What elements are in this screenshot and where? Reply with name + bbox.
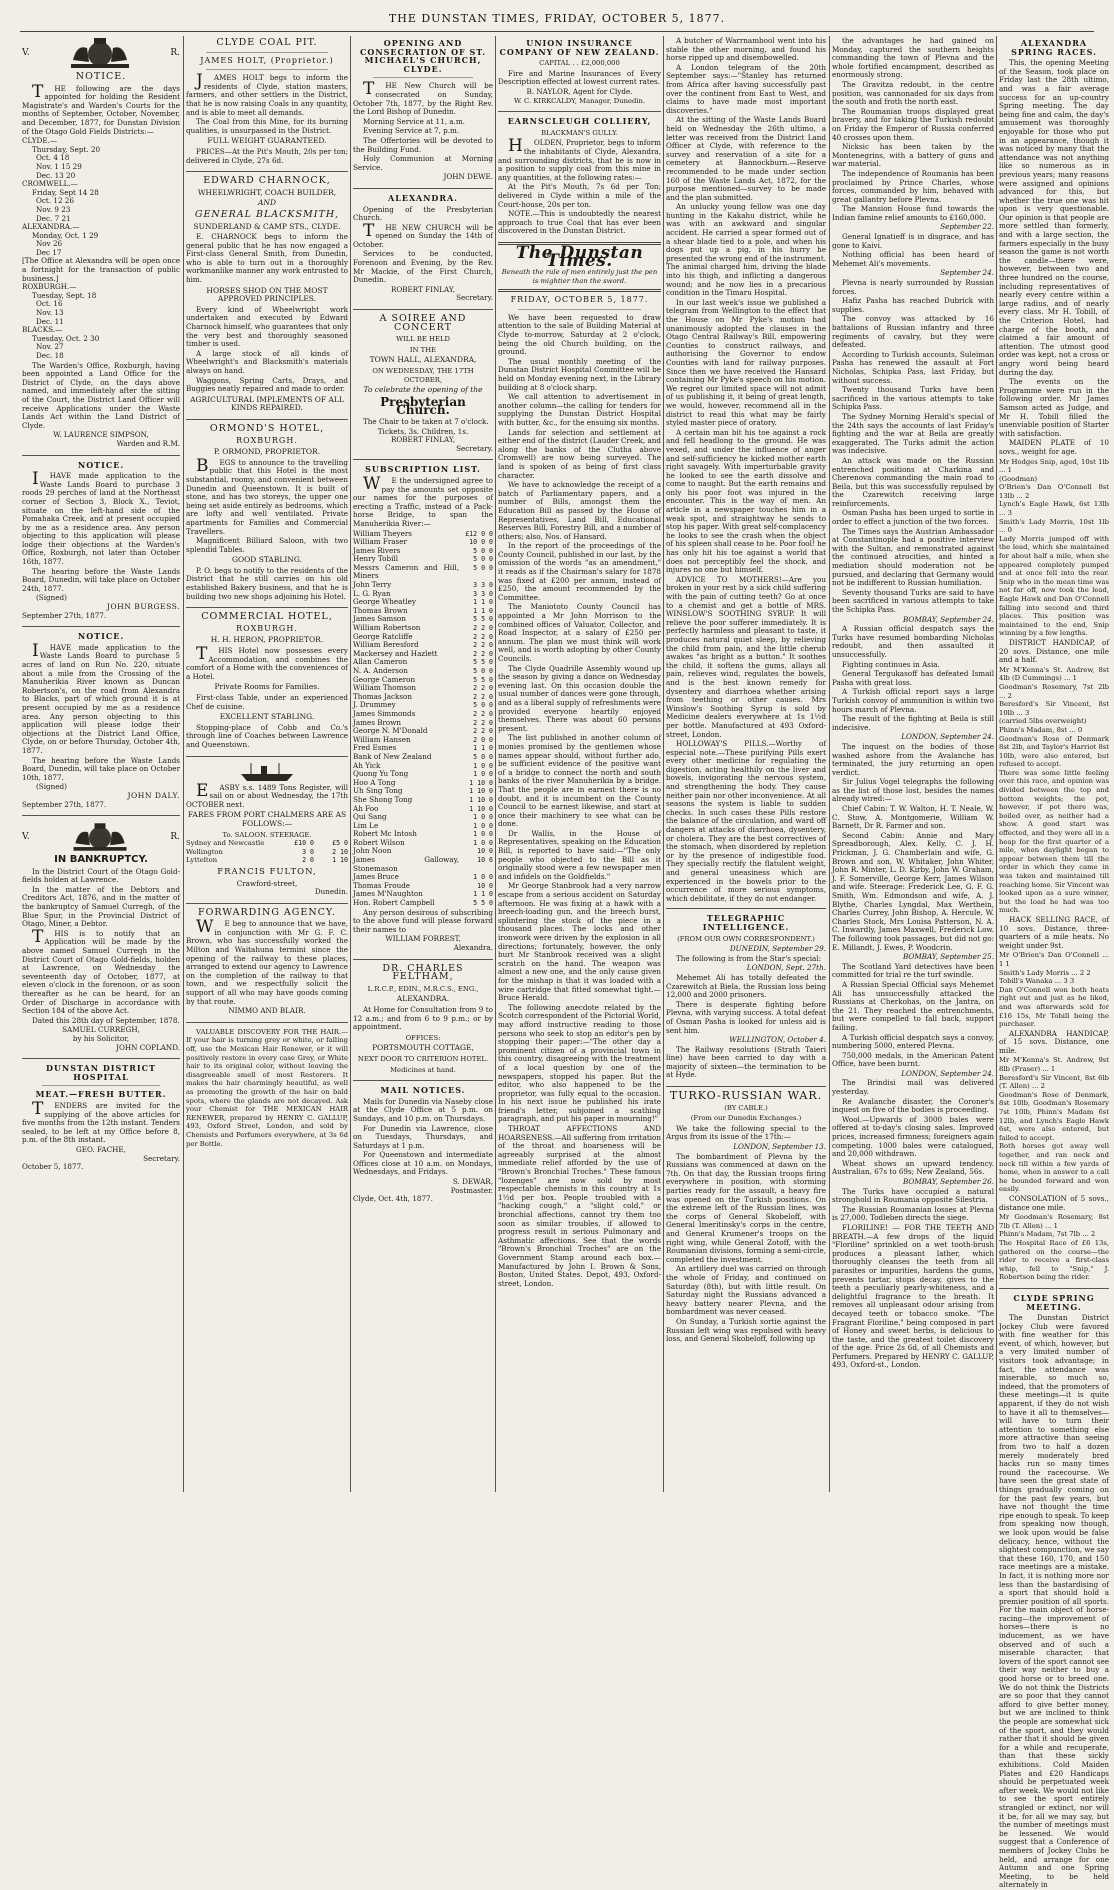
subscription-amount: 1 0 0 <box>473 813 493 822</box>
race-line: There was some little feeling over this race, and opinion was divided between the top and bottom weights; the pot, however, if pot there was, boiled over, as neither had a show. A good start was effected, and they were all in a heap for the first quarter of a mile, when daylight began to appear between them till the order in which they came in was taken and maintained till reaching home. Sir Vincent was looked upon as a sure winner, but the load he had was too much. <box>999 768 1109 915</box>
subscriber-name: Ah Yick <box>353 760 381 770</box>
news-paragraph: A Russian official despatch says the Turks have resumed bombarding Nicholas redoubt, and then assaulted it unsuccessfully. <box>832 624 994 659</box>
subscription-amount: 1 0 0 <box>473 838 493 847</box>
subscription-amount: 1 10 0 <box>469 795 493 804</box>
race-line: Goodman's Rosemary, 7st 2lb ... 2 <box>999 682 1109 700</box>
dateline: BOMBAY, September 24. <box>903 614 994 624</box>
subscription-amount: 10 6 <box>477 856 493 865</box>
subscriber-name: William Robertson <box>353 623 421 633</box>
news-paragraph: Osman Pasha has been urged to sortie in order to effect a junction of the two forces. <box>832 508 994 527</box>
subscription-amount: 2 2 0 <box>473 624 493 633</box>
column-3 <box>353 36 493 1492</box>
subscriber-name: Henry Tobill <box>353 554 398 564</box>
arms-right-letter: R. <box>170 47 180 58</box>
news-paragraph: the advantages he had gained on Monday, captured the southern heights commanding the town of Plevna and the whole fortified encampment, described as enormously strong. <box>832 36 994 80</box>
subscriber-name: Allan Cameron <box>353 657 408 667</box>
race-line: The Hospital Race of £6 13s, gathered on the course—the rider to receive a first-class whip, fell to "Snip," J. Robertson being the rider. <box>999 1238 1109 1282</box>
editorial-paragraph: In the report of the proceedings of the County Council, published in our last, by the omission of the words "as an amendment," it reads as if the Chairman's salary for 1878 was fixed at £200 per annum, instead of £250, the amount recommended by the Committee. <box>498 541 661 602</box>
race-line: Mr M'Kenna's St. Andrew, 9st 8lb (Fraser) ... 1 <box>999 1056 1109 1074</box>
subscription-amount: 5 0 0 <box>473 546 493 555</box>
column-rule <box>495 36 496 1492</box>
ormonds-hotel-ad: ORMOND'S HOTEL, ROXBURGH. P. ORMOND, PROPRIETOR. BEGS to announce to the travelling public that this Hotel is the most substantial, roomy, and convenient between Dunedin and Queenstown. It is built of stone, and has two storeys, the upper one being set aside entirely as bedrooms, which are lofty and well ventilated. Private apartments for Families and Commercial Travellers. Magnificent Billiard Saloon, with two splendid Tables. GOOD STABLING. P. O. begs to notify to the residents of the District that he still carries on his old established Bakery business, and that he is building two new shops adjoining his Hotel. <box>186 422 348 601</box>
subscription-amount: 3 3 0 <box>473 589 493 598</box>
subscriber-name: Hoo A Tong <box>353 777 396 787</box>
news-paragraph: Nicksic has been taken by the Montenegrins, with a battery of guns and war material. <box>832 142 994 169</box>
union-insurance-ad: UNION INSURANCE COMPANY OF NEW ZEALAND. CAPITAL . . £2,000,000 Fire and Marine Insurances of Every Description effected at lowest current rates. B. NAYLOR, Agent for Clyde. W. C. KIRKCALDY, Manager, Dunedin. <box>498 38 661 105</box>
court-place-clyde: CLYDE.— Thursday, Sept. 20 Oct. 4 18 Nov. 1 15 29 Dec. 13 20 <box>22 136 101 180</box>
easby-steamer-ad: EASBY s.s. 1489 Tons Register, will sail on or about Wednesday, the 17th OCTOBER next. FARES FROM PORT CHALMERS ARE AS FOLLOWS:— To. SALOON. STEERAGE. Sydney and Newcastle £10 0 £5 0 Wellington 3 0 2 10 Lyttelton 2 0 1 10 FRANCIS FULTON, Crawford-street, Dunedin. <box>186 762 348 897</box>
subscriber-name: Ah Foo <box>353 803 379 813</box>
subscription-amount: 1 0 0 <box>473 821 493 830</box>
race-line: (carried 5lbs overweight) <box>999 717 1087 726</box>
subscriber-name: N. A. Anderson <box>353 666 408 675</box>
race-line: (Goodman) <box>999 474 1038 483</box>
commercial-hotel-ad: COMMERCIAL HOTEL, ROXBURGH. H. H. HERON, PROPRIETOR. THIS Hotel now possesses every Accommodation, and combines the comfort of a Home with the conveniences of a Hotel. Private Rooms for Families. First-class Table, under an experienced Chef de cuisine. EXCELLENT STABLING. Stopping-place of Cobb and Co.'s through line of Coaches between Lawrence and Queenstown. <box>186 611 348 749</box>
war-news-continued <box>832 37 994 1370</box>
editorial-paragraph: Dr Wallis, in the House of Representatives, speaking on the Education Bill, is reported to have said:—"The only people who objected to the Bill as it originally stood were a few newspaper men and infidels on the Goldfields." <box>498 828 661 881</box>
subscription-amount: 5 0 0 <box>473 667 493 675</box>
subscriber-name: Thomas Froude <box>353 880 411 890</box>
subscription-amount: 1 10 0 <box>469 778 493 787</box>
news-paragraph: ADVICE TO MOTHERS!—Are you broken in your rest by a sick child suffering with the pain of cutting teeth? Go at once to a chemist and get a bottle of MRS. WINSLOW'S SOOTHING SYRUP. It will relieve the poor sufferer immediately. It is perfectly harmless and pleasant to taste, it produces natural quiet sleep, by relieving the child from pain, and the little cherub awakes "as bright as a button." It soothes the child, it softens the gums, allays all pain, relieves wind, regulates the bowels, and is the best known remedy for dysentery and diarrhoea whether arising from teething or other causes. Mrs Winslow's Soothing Syrup is sold by Medicine dealers everywhere at 1s 1½d per bottle. Manufactured at 493 Oxford-street, London. <box>666 574 826 739</box>
news-paragraph: Wool.—Upwards of 3000 bales were offered at to-day's closing sales. Improved prices, increased firmness; foreigners again competing. 1000 bales were catalogued, and 20,000 withdrawn. <box>832 1114 994 1159</box>
warden-title: Warden and R.M. <box>116 438 180 448</box>
editorial-paragraph: We call attention to advertisement in another column—the calling for tenders for supplying the Dunstan District Hospital with butter, &c., for the ensuing six months. <box>498 392 661 427</box>
race-line: O'Brien's Dan O'Connell 8st 13lb ... 2 <box>999 483 1109 500</box>
dateline: September 24. <box>940 268 994 278</box>
subscription-amount: 5 5 0 <box>473 675 493 684</box>
masthead-title: The Dunstan Times. <box>515 242 644 272</box>
news-paragraph: The convoy was attacked by 16 battalions of Russian infantry and three regiments of cavalry, but they were defeated. <box>832 314 994 350</box>
subscriber-name: William Fraser <box>353 537 407 547</box>
subscriber-name: James Galloway, Stonemason <box>353 855 459 873</box>
race-line: Beresford's Sir Vincent, 8st 6lb (T. Allen) ... 2 <box>999 1073 1109 1091</box>
news-paragraph: An unlucky young fellow was one day hunting in the Kakahu district, while he was with an awkward and singular accident. He carried a spear formed out of a shear blade tied to a pole, and when his dogs put up a pig, in his hurry he presented the wrong end of the instrument. The animal charged him, driving the blade into his thigh, and inflicting a dangerous wound; and he now lies in a precarious condition in the Timaru Hospital. <box>666 202 826 298</box>
subscription-amount: 1 1 0 <box>473 890 493 899</box>
subscription-amount: 5 0 0 <box>473 701 493 710</box>
subscription-amount: 2 2 0 <box>473 684 493 693</box>
subscriber-name: James Bruce <box>353 872 399 882</box>
subscriber-name: James Brown <box>353 717 402 727</box>
subscriber-name: J. Drummey <box>353 700 396 710</box>
news-paragraphs <box>666 37 826 903</box>
subscriber-name: James Rivers <box>353 545 401 555</box>
news-paragraph: The result of the fighting at Beila is still indecisive. <box>832 714 994 732</box>
race-heading: MAIDEN PLATE of 10 sovs., weight for age. <box>999 438 1109 456</box>
soiree-concert-ad: A SOIREE AND CONCERT WILL BE HELD IN THE TOWN HALL, ALEXANDRA, ON WEDNESDAY, THE 17TH OCTOBER, To celebrate the opening of the Presbyterian Church. The Chair to be taken at 7 o'clock. Tickets, 3s. Children, 1s. ROBERT FINLAY, Secretary. <box>353 315 493 453</box>
news-paragraph: General Ignatieff is in disgrace, and has gone to Kaivi. <box>832 232 994 250</box>
subscription-amount: 10 0 <box>477 881 493 890</box>
telegraphic-intelligence: TELEGRAPHIC INTELLIGENCE. (FROM OUR OWN CORRESPONDENT.) DUNEDIN, September 29. The following is from the Star's special: LONDON, Sept. 27th. Mehemet Ali has totally defeated the Czarewitch at Biela, the Russian loss being 12,000 and 2000 prisoners. There is desperate fighting before Plevna, with varying success. A total defeat of Osman Pasha is looked for unless aid is sent him. WELLINGTON, October 4. The Railway resolutions (Strath Taieri line) have been carried to day with a majority of sixteen—the termination to be at Hyde. <box>666 913 826 1080</box>
race-heading: CONSOLATION of 5 sovs., distance one mile. <box>999 1193 1109 1212</box>
subscriber-name: Qui Sang <box>353 812 387 822</box>
news-paragraph: A butcher of Warrnambool went into his stable the other morning, and found his horse ripped up and disembowelled. <box>666 36 826 63</box>
editorial-paragraph: THROAT AFFECTIONS AND HOARSENESS.—All suffering from irritation of the throat and hoarseness will be agreeably surprised at the almost immediate relief afforded by the use of "Brown's Bronchial Troches." These famous "lozenges" are now sold by most respectable chemists in this country at 1s 1½d per box. People troubled with a "hacking cough," a "slight cold," or bronchial affections, cannot try them too soon as similar troubles, if allowed to progress result in serious Pulmonary and Asthmatic affections. See that the words "Brown's Bronchial Troches" are on the Government Stamp around each box.—Manufactured by John I. Brown & Sons, Boston, United States. Depot, 493, Oxford-street, London. <box>498 1124 661 1288</box>
news-paragraph: The Russian Roumanian losses at Plevna is 27,000. Todleben directs the siege. <box>832 1204 994 1223</box>
presbyterian-church-title: Presbyterian Church. <box>380 394 466 418</box>
warden-signature: W. LAURENCE SIMPSON, <box>53 430 149 440</box>
race-line: Mr Goodman's Rosemary, 8st 7lb (T. Allen) ... 1 <box>999 1213 1109 1230</box>
subscription-amount: 1 0 0 <box>473 761 493 770</box>
news-paragraph: According to Turkish accounts, Suleiman Pasha has renewed the assault at Fort Nicholas, Schipka Pass, last Friday, but without success. <box>832 349 994 385</box>
notice-heading: NOTICE. <box>75 71 127 82</box>
alexandra-office-note: [The Office at Alexandra will be open once a fortnight for the transaction of public business.] <box>22 256 180 283</box>
column-4 <box>498 36 661 1492</box>
news-paragraph: Chief Cabin: T. W. Walton, H. T. Neale, W. C. Stow, A. Montgomerie, William W. Barnett, Dr R. Farmer and son. <box>832 804 994 831</box>
news-paragraph: General Tergukasoff has defeated Ismail Pasha with great loss. <box>832 669 994 687</box>
subscriber-name: Quong Yu Tong <box>353 769 409 779</box>
news-paragraph: A Russian Special Official says Mehemet Ali has unsuccessfully attacked the Russians at Cherkohas, on the Jantra, on the 21. They reached the entrenchments, but were compelled to fall back, support failing. <box>832 979 994 1032</box>
news-paragraph: Twenty thousand Turks have been sacrificed in the various attempts to take Schipka Pass. <box>832 385 994 412</box>
daly-signature: JOHN DALY. <box>127 790 180 800</box>
race-line: Mr M'Kenna's St. Andrew, 8st 4lb (D Cummings) ... 1 <box>999 665 1109 683</box>
editorial-paragraph: The following anecdote related by the Scotch correspondent of the Pictorial World, may afford instructive reading to those persons who seek to stop an editor's pen by stopping their paper:—"The other day a prominent citizen of a provincial town in this country, disagreeing with the treatment of a local question by one of the newspapers, stopped his paper. But the editor, who also happened to be the proprietor, was fully equal to the occasion. In his next issue he published his irate friend's letter, subjoined a scathing paragraph, and put his paper in mourning!" <box>498 1002 661 1124</box>
subscription-row <box>353 856 493 873</box>
subscription-row <box>353 899 493 908</box>
subscriber-name: Robert Wilson <box>353 837 405 847</box>
dateline: LONDON, September 24. <box>901 1068 994 1078</box>
subscriber-name: James Samson <box>353 614 406 624</box>
column-1 <box>22 36 180 1492</box>
subscription-row <box>353 564 493 581</box>
earnscleugh-colliery-ad: EARNSCLEUGH COLLIERY, BLACKMAN'S GULLY. HOLDEN, Proprietor, begs to inform the inhabitants of Clyde, Alexandra, and surrounding districts, that he is now in a position to supply coal from this mine in any quantities, at the following rates:— At the Pit's Mouth, 7s 6d per Ton; delivered in Clyde within a mile of the Court-house, 20s per ton. NOTE.—This is undoubtedly the nearest approach to true Coal that has ever been discovered in the Dunstan District. <box>498 116 661 236</box>
subscription-amount: 1 0 0 <box>473 770 493 779</box>
subscription-amount: 2 2 0 <box>473 718 493 727</box>
news-paragraph: The Turks have occupied a natural stronghold in Roumania opposite Silestria. <box>832 1186 994 1205</box>
subscription-amount: 2 2 0 <box>473 727 493 736</box>
race-line: Lady Morris jumped off with the lead, which she maintained for about half a mile, when she appeared completely pumped and at once fell into the rear. Snip who in the mean time was not far off, now took the lead, Eagle Hawk and Dan O'Connell falling into second and third places. This position was maintained to the end, Snip winning by a few lengths. <box>999 534 1109 638</box>
forwarding-agency-ad: FORWARDING AGENCY. WE beg to announce that we have, in conjunction with Mr G. F. C. Brown, who has successfully worked the Milton and Waitahuna termini since the opening of the railway to these places, arranged to extend our agency to Lawrence on the completion of the railway to that town, and we respectfully solicit the support of all who may have goods coming by that route. NIMMO AND BLAIR. <box>186 906 348 1016</box>
editorial-paragraph: The list published in another column of monies promised by the gentlemen whose names appear should, without further ado, be sufficient evidence of the positive want of a bridge to connect the north and south banks of the river Manuherikia by a bridge. That the people are in earnest there is no doubt, and it is incumbent on the County Council to be earnest likewise, and start at once their machinery to see what can be done. <box>498 733 661 829</box>
news-paragraph: In our last week's issue we published a telegram from Wellington to the effect that the House on Mr Pyke's motion had unanimously adopted the clauses in the Otago Central Railway's Bill, empowering Counties to construct railways, and authorising the Governor to endow Counties with land for railway purposes. Since then we have received the Hansard containing Mr Pyke's speech on his motion. We regret our limited space will not admit of us publishing it, it being of great length, we would, however, recommend all in the district to read this what may be fairly styled master piece of oratory. <box>666 297 826 428</box>
masthead-motto: Beneath the rule of men entirely just the pen is mightier than the sword. <box>501 268 658 285</box>
subscription-amount: 2 2 0 <box>473 649 493 658</box>
subscriber-name: George Cameron <box>353 674 416 684</box>
news-paragraph: A Turkish official despatch says a convoy, numbering 5000, entered Plevna. <box>832 1032 994 1051</box>
column-rule <box>829 36 830 1492</box>
dateline: BOMBAY, September 26. <box>903 1177 994 1186</box>
news-paragraph: An attack was made on the Russian entrenched positions at Charkina and Cherenova commanding the main road to Beila, but this was successfully repulsed by the Czarewitch receiving large reinforcements. <box>832 455 994 508</box>
subscription-amount: 5 0 0 <box>473 563 493 572</box>
editorial-paragraphs <box>498 314 661 1289</box>
subscription-amount: 1 1 0 <box>473 598 493 607</box>
subscriber-name: John Noon <box>353 846 392 856</box>
subscriber-name: Thomas Jackson <box>353 691 413 701</box>
subscription-rows <box>353 530 493 908</box>
subscriber-name: Thomas Brown <box>353 605 408 615</box>
subscription-list: SUBSCRIPTION LIST. WE the undersigned agree to pay the amounts set opposite our names for the purposes of erecting a Traffic, instead of a Pack-horse Bridge, to span the Manuherikia River:— William Theyers £12 0 0 William Fraser 10 0 0 James Rivers 5 0 0 Henry Tobill 5 0 0 Messrs Cameron and Hill, Miners 5 0 0 John Terry 3 3 0 L. G. Ryan 3 3 0 George Wheatley 1 1 0 Thomas Brown 1 1 0 James Samson 5 5 0 William Robertson 2 2 0 George Ratcliffe 2 2 0 William Beresford 2 2 0 Mackersey and Hazlett 2 2 0 Allan Cameron 5 5 0 N. A. Anderson 5 0 0 George Cameron 5 5 0 William Thomson 2 2 0 Thomas Jackson 2 2 0 J. Drummey 5 0 0 James Simmonds 2 2 0 James Brown 2 2 0 George N. M'Donald 2 2 0 William Hansen 2 0 0 Fred Esmes 1 1 0 Bank of New Zealand 5 0 0 Ah Yick 1 0 0 Quong Yu Tong 1 0 0 Hoo A Tong 1 10 0 Uh Sing Tong 1 10 0 She Shong Tong 1 10 0 Ah Foo 1 10 0 Qui Sang 1 0 0 Lim Le 1 0 0 Robert Mc Intosh 1 0 0 Robert Wilson 1 0 0 John Noon 10 0 James Galloway, Stonemason 10 6 James Bruce 1 0 0 Thomas Froude 10 0 James M'Naughton 1 1 0 Hon. Robert Campbell 5 5 0 Any person desirous of subscribing to the above fund will please forward their names to WILLIAM FORREST, Alexandra. <box>353 464 493 952</box>
turko-russian-war: TURKO-RUSSIAN WAR. (BY CABLE.) (From our Dunedin Exchanges.) We take the following special to the Argus from its issue of the 17th:— LONDON, September 13. The bombardment of Plevna by the Russians was commenced at dawn on the 7th. On that day, the Russian troops firing everywhere in position, with storming parties ready for the assault, a heavy fire was opened on the Turkish positions. On the extreme left of the Russian lines, was the corps of General Skobeloff, with General Imeritinsky's corps in the centre, and General Krumener's troops on the right wing, while General Zotoff, with the Roumanian divisions, forming a semi-circle, completed the investment. An artillery duel was carried on through the whole of Friday, and continued on Saturday (8th), but with little result. On Saturday night the Russians advanced a heavy battery nearer Plevna, and the bombardment was never ceased. On Sunday, a Turkish sortie against the Russian left wing was repulsed with heavy loss, and General Skobeloff, following up <box>666 1089 826 1344</box>
subscriber-name: She Shong Tong <box>353 794 413 804</box>
subscriber-name: George N. M'Donald <box>353 726 428 736</box>
news-paragraph: The Brindisi mail was delivered yesterday. <box>832 1078 994 1097</box>
subscriber-name: L. G. Ryan <box>353 588 391 598</box>
race-heading: HACK SELLING RACE, of 10 sovs. Distance, three-quarters of a mile heats. No weight under 9st. <box>999 914 1109 950</box>
st-michaels-church-notice: OPENING AND CONSECRATION OF ST. MICHAEL'S CHURCH, CLYDE. THE New Church will be consecrated on Sunday, October 7th, 1877, by the Right Rev. the Lord Bishop of Dunedin. Morning Service at 11, a.m. Evening Service at 7, p.m. The Offertories will be devoted to the Building Fund. Holy Communion at Morning Service. JOHN DEWE. <box>353 38 493 182</box>
race-line: Phinn's Madam, 7st 7lb ... 2 <box>999 1230 1096 1239</box>
dateline: BOMBAY, September 25. <box>903 952 994 962</box>
editorial-paragraph: The Maniototo County Council has appointed a Mr John Morrison to the combined offices of Valuator, Collector, and Road Inspector, at a salary of £250 per annum. The plan we must think will work well, and is worth adopting by other County Councils. <box>498 602 661 663</box>
editorial-paragraph: We have been requested to draw attention to the sale of Building Material at Clyde to-morrow, Saturday at 2 o'clock, being the old Church building, on the ground. <box>498 312 661 357</box>
subscriber-name: William Theyers <box>353 528 412 538</box>
subscriber-name: James M'Naughton <box>353 889 423 899</box>
subscriber-name: Bank of New Zealand <box>353 751 432 761</box>
race-line: Phinn's Madam, 8st ... 0 <box>999 725 1083 734</box>
news-paragraph: Second Cabin: Annie and Mary Spreadborough, Alex. Kelly, C. J. H. Prickman, J. G. Chamberlain and wife, G. Brown and son, W. Whitaker, John Whiter, John R. Minter, L. D. Kirby, John W. Graham, J. F. Somerville, George Kerr, James Wilson and wife. Steerage: Frederick Lee, G. F. G. Smith, Wm. Edmondson and wife, A. J. Blythe, Charles Lyngdal, Max Werthein, Charles Currey, John Bishop, A. Hercule, W. Charles Stock, Mrs Louisa Patterson, N. A. C. Inwardly, James Maxwell, Frederick Low. The following took passages, but did not go: E. Millandt, J. Ewes, P. Woodcrin. <box>832 830 994 952</box>
column-5 <box>666 36 826 1492</box>
news-paragraph: Plevna is nearly surrounded by Russian forces. <box>832 278 994 296</box>
news-paragraph: 750,000 medals, in the American Patent Office, have been burnt. <box>832 1050 994 1069</box>
subscription-amount: 1 0 0 <box>473 830 493 839</box>
burgess-signature: JOHN BURGESS. <box>106 602 180 612</box>
alexandra-church-notice: ALEXANDRA. Opening of the Presbyterian Church. THE NEW CHURCH will be opened on Sunday the 14th of October. Services to be conducted, Forenoon and Evening, by the Rev. Mr Mackie, of the First Church, Dunedin. ROBERT FINLAY, Secretary. <box>353 192 493 303</box>
land-office-note: The Warden's Office, Roxburgh, having been appointed a Land Office for the District of Clyde, on the days above named, and immediately after the sitting of the Court, the District Land Officer will receive Applications under the Waste Lands Act within the Land District of Clyde. <box>22 360 180 430</box>
court-place-blacks: BLACKS.— Tuesday, Oct. 2 30 Nov. 27 Dec. 18 <box>22 325 100 360</box>
clyde-spring-meeting: CLYDE SPRING MEETING. The Dunstan District Jockey Club were favored with fine weather for this event, of which, however, but a very limited number of visitors took advantage; in fact, the attendance was miserable, so much so, indeed, that the promoters of these meetings—it is quite apparent, if they do not wish to have it all to themselves—will have to turn their attention to something else more attractive than seeing from two to half a dozen merely moderately bred hacks run so many times round the racecourse. We have seen the great state of things gradually coming on for the past few years, but have not thought the time ripe enough to speak. To keep from speaking now though, we look upon would be false delicacy, hence, without the slightest compunction, we say that these 160, 170, and 150 race meetings are a mistake. In fact, it is nothing more nor less than the bastardising of a sport that should hold a premier position of all sports. For the main object of horse-racing—the improvement of horses—there is no inducement, as we have observed and of such a miserable character, that lovers of the sport cannot see their way neither to buy a good horse or to breed one. We do not think the Districts are so poor that they cannot afford to give better money, but we are inclined to think the people are somewhat sick of the sport, and they would rather that it should be given for a while and recuperate, than that these sickly exhibitions. Cold Maiden Plates and £20 Handicaps should be perpetuated week after week. We would not like to see the sport entirely strangled or extinct, nor will it be, for all we may say, but the number of meetings must be lessened. We would suggest that a Conference of members of Jockey Clubs be held, and arrange for one Autumn and one Spring Meeting, to be held alternately in <box>999 1292 1110 1890</box>
court-place-cromwell: CROMWELL.— Friday, Sept 14 28 Oct. 12 26 Nov. 9 23 Dec. 7 21 <box>22 179 99 223</box>
race-heading: ALEXANDRA HANDICAP, of 15 sovs. Distance, one mile. <box>999 1028 1109 1055</box>
running-head: THE DUNSTAN TIMES, FRIDAY, OCTOBER 5, 1877. <box>388 12 726 25</box>
subscriber-name: Lim Le <box>353 820 379 830</box>
dr-feltham-ad: DR. CHARLES FELTHAM, L.R.C.P., EDIN., M.R.C.S., ENG., ALEXANDRA. At Home for Consultation from 9 to 12 a.m.; and from 6 to 9 p.m.; or by appointment. OFFICES: PORTSMOUTH COTTAGE, NEXT DOOR TO CRITERION HOTEL. Medicines at hand. <box>353 962 493 1074</box>
news-paragraph: A certain man bit his toe against a rock and fell headlong to the ground. He was vexed, and under the influence of anger and self-sufficiency he kicked mother earth right savagely. With imperturbable gravity he looked to see the earth dissolve and come to naught. But the earth remains and only his poor foot was injured in the encounter. This is the way of men. An article in a newspaper touches him in a weak spot, and straightway he sends to stop his paper. With great self-complacency he looks to see the crash when the object of his spleen shall cease to be. Poor fool! he has only hit his toe against a world that does not perceptibly feel the shock, and injures no one but himself. <box>666 427 826 575</box>
news-paragraph: The independence of Roumania has been proclaimed by Prince Charles, whose forces, commanded by him, behaved with great gallantry before Plevna. <box>832 168 994 204</box>
page-header <box>20 10 1094 32</box>
editorial-paragraph: The usual monthly meeting of the Dunstan District Hospital Committee will be held on Monday evening next, in the Library building at 8 o'clock sharp. <box>498 356 661 392</box>
subscription-amount: 10 0 <box>477 847 493 856</box>
subscription-amount: 1 1 0 <box>473 606 493 615</box>
column-rule <box>183 36 184 1492</box>
subscriber-name: William Hansen <box>353 734 411 744</box>
news-paragraph: Hafiz Pasha has reached Dubrick with supplies. <box>832 296 994 314</box>
subscription-amount: £12 0 0 <box>465 529 493 538</box>
fare-row: Wellington 3 0 2 10 <box>186 847 348 856</box>
notice-body: THE following are the days appointed for holding the Resident Magistrate's and Warden's Courts for the months of September, October, November, and December, 1877, for Dunstan Division of the Otago Gold Fields Districts:— <box>22 81 180 136</box>
column-6 <box>832 36 994 1492</box>
news-paragraph: Re Avalanche disaster, the Coroner's inquest on five of the bodies is proceeding. <box>832 1096 994 1115</box>
news-paragraph: A Turkish official report says a large Turkish convoy of ammunition is within two hours march of Plevna. <box>832 687 994 714</box>
column-2 <box>186 36 348 1492</box>
news-paragraph: A London telegram of the 20th September says:—"Stanley has returned from Africa after having successfully past over the continent from East to West, and claims to have made most important discoveries." <box>666 62 826 115</box>
subscriber-name: James Simmonds <box>353 708 416 718</box>
race-line: Smith's Lady Morris, 10st 1lb ... 0 <box>999 517 1109 535</box>
subscriber-name: Robert Mc Intosh <box>353 829 417 839</box>
editorial-paragraph: Lands for selection and settlement at either end of the district (Lauder Creek, and along the banks of the Clutha above Cromwell) are now being surveyed. The land is spoken of as being of first class character. <box>498 427 661 480</box>
hair-renewer-ad: VALUABLE DISCOVERY FOR THE HAIR.—If your hair is turning grey or white, or falling off, use the Mexican Hair Renewer, or it will positively restore in every case Grey, or White hair to its original color, without leaving the disagreeable smell of most Restorers. It makes the hair charmingly beautiful, as well as promoting the growth of the hair on bald spots, where the glands are not decayed. Ask your Chemist for THE MEXICAN HAIR RENEWER, prepared by HENRY C. GALLUP, 493, Oxford Street, London, and sold by Chemists and Perfumers everywhere, at 3s 6d per Bottle. <box>186 1027 348 1148</box>
fare-row: Sydney and Newcastle £10 0 £5 0 <box>186 839 348 848</box>
notice-daly: NOTICE. IHAVE made application to the Waste Lands Board to purchase 5 acres of land on Run No. 220, situate about a mile from the Crossing of the Manuherikia River known as Duncan Robertson's, on the road from Alexandra to Blacks, part of which ground it is at present occupied by me as a residence area. Any person objecting to this application will please lodge their objections at the District Land Office, Clyde, on or before Thursday, October 4th, 1877. The hearing before the Waste Lands Board, Dunedin, will take place on October 10th, 1877. (Signed) JOHN DALY. September 27th, 1877. <box>22 631 180 809</box>
subscription-amount: 2 2 0 <box>473 632 493 641</box>
clyde-coal-pit-ad: CLYDE COAL PIT. JAMES HOLT, (Proprietor.) JAMES HOLT begs to inform the residents of Clyde, station masters, farmers, and other settlers in the District, that he is now raising Coals in any quantity, and is able to meet all demands. The Coal from this Mine, for its burning qualities, is unsurpassed in the District. FULL WEIGHT GUARANTEED. PRICES—At the Pit's Mouth, 20s per ton; delivered in Clyde, 27s 6d. <box>186 37 348 165</box>
news-paragraph: The inquest on the bodies of those washed ashore from the Avalanche has terminated, the jury returning an open verdict. <box>832 741 994 777</box>
dateline: September 22. <box>940 222 994 232</box>
race-line: Mr Hodges Snip, aged, 10st 1lb ... 1 <box>999 457 1109 475</box>
news-paragraph: The Roumanian troops displayed great bravery, and for taking the Turkish redoubt on Friday the Emperor of Russia conferred 40 crosses upon them. <box>832 106 994 142</box>
news-paragraph: The Sydney Morning Herald's special of the 24th says the accounts of last Friday's fighting and the war at Beila are greatly exaggerated. The Turks admit the action was indecisive. <box>832 411 994 456</box>
arms-left-letter: V. <box>22 47 30 58</box>
subscription-amount: 2 2 0 <box>473 641 493 650</box>
news-paragraph: The Mansion House fund towards the Indian famine relief amounts to £160,000. <box>832 204 994 222</box>
steamship-icon <box>239 762 295 782</box>
subscription-amount: 2 0 0 <box>473 735 493 744</box>
subscription-amount: 10 0 0 <box>469 538 493 547</box>
race-line: Lynch's Eagle Hawk, 6st 13lb ... 3 <box>999 500 1109 518</box>
subscriber-name: George Wheatley <box>353 597 416 607</box>
race-line: Dan O'Connell won both heats right out and just as he liked, and was afterwards sold for £16 15s, Mr Tobill being the purchaser. <box>999 985 1109 1029</box>
issue-date: FRIDAY, OCTOBER 5, 1877. <box>510 295 649 305</box>
notice-bankruptcy: V. R. IN BANKRUPTCY. In the District Court of the Otago Gold-fields holden at Lawrence. In the matter of the Debtors and Creditors Act, 1876, and in the matter of the bankruptcy of Samuel Curregh, of the Blue Spur, in the Provincial District of Otago, Miner, a Debtor. THIS is to notify that an Application will be made by the above named Samuel Curregh in the District Court of Otago Gold-fields, holden at Lawrence, on Wednesday the seventeenth day of October, 1877, at eleven o'clock in the forenoon, or as soon thereafter as he can be heard, for an Order of Discharge in accordance with Section 184 of the above Act. Dated this 28th day of September, 1878. SAMUEL CURREGH, by his Solicitor, JOHN COPLAND. <box>22 821 180 1052</box>
race-line: Mr O'Brien's Dan O'Connell ... 1 1 <box>999 951 1109 968</box>
dateline: LONDON, September 24. <box>901 732 994 742</box>
news-paragraph: HOLLOWAY'S PILLS.—Worthy of especial note.—These purifying Pills exert every other medicine for regulating the digestion, acting healthily on the liver and bowels, invigorating the nervous system, and strengthening the body. They cause neither pain nor other inconvenience. At all seasons the system is liable to sudden checks. In such cases these Pills restore the balance of the circulation, and ward off dangers at attacks of diarrhoea, dysentery, or cholera. They are the best correctives of the stomach, when disordered by repletion or by the presence of indigestible food. They specially rectify the flatulent weight, and general uneasiness which are experienced in the bowels prior to the occurrence of more serious symptoms, which debilitate, if they do not endanger. <box>666 739 826 903</box>
race-line: Goodman's Rose of Denmark, 8st 10lb, Goodman's Rosemary 7st 10lb, Phinn's Madam 6st 12lb, and Lynch's Eagle Hawk 6st, were also entered, but failed to accept. <box>999 1090 1109 1142</box>
subscription-amount: 5 5 0 <box>473 615 493 624</box>
mail-notices: MAIL NOTICES. Mails for Dunedin via Naseby close at the Clyde Office at 5 p.m. on Sundays, and 10 p.m. on Thursdays. For Dunedin via Lawrence, close on Tuesdays, Thursdays, and Saturdays at 1 p.m. For Queenstown and intermediate Offices close at 10 a.m. on Mondays, Wednesdays, and Fridays. S. DEWAR, Postmaster. Clyde, Oct. 4th, 1877. <box>353 1085 493 1204</box>
subscription-amount: 1 10 0 <box>469 804 493 813</box>
royal-arms-emblem <box>65 36 135 70</box>
race-results <box>999 439 1109 1282</box>
editorial-paragraph: Mr George Stanbrook had a very narrow escape from a serious accident on Saturday afternoon. He was fixing at a hawk with a breech-loading gun, and the breech burst, splintering the stock of the piece in a thousand places. The locks and other ironwork were driven by the explosion in all directions; fortunately, however, the only hurt Mr Stanbrook received was a slight scratch on the hand. The weapon was almost a new one, and the only cause given for the mishap is that it was loaded with a wire cartridge that fitted somewhat tight.—Bruce Herald. <box>498 881 661 1003</box>
news-paragraph: The Scotland Yard detectives have been committed for trial re the turf swindle. <box>832 961 994 980</box>
court-place-alexandra: ALEXANDRA.— Monday, Oct. 1 29 Nov 26 Dec 17 <box>22 222 99 257</box>
news-paragraph: The Times says the Austrian Ambassador at Constantinople had a positive interview with the Sultan, and remonstrated against the continued atrocities, and hinted a mediation should moderation not be pursued, and declaring that Germany would not be indifferent to Russian humiliation. <box>832 526 994 588</box>
race-line: Smith's Lady Morris ... 2 2 <box>999 968 1091 977</box>
subscription-amount: 5 5 0 <box>473 899 493 908</box>
subscription-amount: 2 2 0 <box>473 709 493 718</box>
news-paragraph: At the sitting of the Waste Lands Board held on Wednesday the 26th ultimo, a letter was received from the District Land Officer at Clyde, with reference to the survey and reservation of a site for a cemetery at Bannockburn.—Reserve recommended to be made under section 160 of the Waste Lands Act, 1872, for the purpose mentioned—survey to be made and the plan submitted. <box>666 115 826 202</box>
charnock-ad: EDWARD CHARNOCK, WHEELWRIGHT, COACH BUILDER, AND GENERAL BLACKSMITH, SUNDERLAND & CAMP STS., CLYDE. E. CHARNOCK begs to inform the general public that he has now engaged a First-class General Smith, from Dunedin, who is able to turn out in a thoroughly workmanlike manner any work entrusted to him. HORSES SHOD ON THE MOST APPROVED PRINCIPLES. Every kind of Wheelwright work undertaken and executed by Edward Charnock himself, who guarantees that only the very best and thoroughly seasoned timber is used. A large stock of all kinds of Wheelwright's and Blacksmith's materials always on hand. Waggons, Spring Carts, Drays, and Buggies neatly repaired and made to order. AGRICULTURAL IMPLEMENTS OF ALL KINDS REPAIRED. <box>186 175 348 413</box>
column-rule <box>663 36 664 1492</box>
subscription-amount: 5 0 0 <box>473 555 493 564</box>
news-paragraph: Seventy thousand Turks are said to have been sacrificed in various attempts to take the Schipka Pass. <box>832 587 994 614</box>
subscription-amount: 5 5 0 <box>473 658 493 667</box>
subscriber-name: William Thomson <box>353 683 417 693</box>
court-place-roxburgh: ROXBURGH.— Tuesday, Sept. 18 Oct. 16 Nov. 13 Dec. 11 <box>22 282 97 326</box>
race-line: Both horses got away well together, and ran neck and neck till within a few yards of home, when in answer to a call he bounded forward and won easily. <box>999 1142 1109 1194</box>
column-7 <box>999 36 1110 1890</box>
news-paragraph: Nothing official has been heard of Mehemet Ali's movements. <box>832 250 994 268</box>
subscriber-name: Messrs Cameron and Hill, Miners <box>353 562 459 581</box>
notice-burgess: NOTICE. IHAVE made application to the Waste Lands Board to purchase 3 roods 29 perches of land at the Northeast corner of Section 3, Block X., Teviot, situate on the left-hand side of the Pomahaka Creek, and at present occupied by me as a residence area. Any person objecting to this application will please lodge their objections at the Warden's Office, Roxburgh, not later than October 16th, 1877. The hearing before the Waste Lands Board, Dunedin, will take place on October 24th, 1877. (Signed) JOHN BURGESS. September 27th, 1877. <box>22 459 180 620</box>
race-line: Beresford's Sir Vincent, 8st 10lb ... 3 <box>999 700 1109 717</box>
news-paragraph: Fighting continues in Asia. <box>842 659 940 669</box>
race-heading: DISTRICT HANDICAP, of 20 sovs. Distance, one mile and a half. <box>999 637 1109 665</box>
subscriber-name: Hon. Robert Campbell <box>353 898 435 908</box>
column-rule <box>350 36 351 1492</box>
news-paragraph: FLORILINE! — FOR THE TEETH AND BREATH.—A few drops of the liquid "Floriline" sprinkled on a wet tooth-brush produces a pleasant lather, which thoroughly cleanses the teeth from all parasites or impurities, hardens the gums, prevents tartar, stops decay, gives to the teeth a peculiarly pearly-whiteness, and a delightful fragrance to the breath. It removes all unpleasant odour arising from decayed teeth or tobacco smoke. "The Fragrant Floriline," being composed in part of Honey and sweet herbs, is delicious to the taste, and the greatest toilet discovery of the age. Price 2s 6d, of all Chemists and Perfumers. Prepared by HENRY C. GALLUP, 493, Oxford-st., London. <box>832 1222 994 1370</box>
news-paragraph: Wheat shows an upward tendency. Australian, 67s to 69s; New Zealand, 56s. <box>832 1158 994 1177</box>
column-rule <box>996 36 997 1492</box>
subscription-amount: 1 0 0 <box>473 873 493 882</box>
race-line: Tobill's Wanaka ... 3 3 <box>999 977 1075 986</box>
news-paragraph: The Gravitza redoubt, in the centre position, was cannonaded for six days from the south and froth the north east. <box>832 79 994 107</box>
editorial-paragraph: The Clyde Quadrille Assembly wound up the season by giving a dance on Wednesday evening last. On this occasion double the usual number of dances were gone through, and as a liberal supply of refreshments were provided everyone heartily enjoyed themselves. There was about 60 persons present. <box>498 663 661 733</box>
hospital-tenders: DUNSTAN DISTRICT HOSPITAL MEAT.—FRESH BUTTER. TENDERS are invited for the supplying of the above articles for five months from the 12th instant. Tenders sealed, to be left at my Office before 8, p.m. of the 8th instant. GEO. FACHE, Secretary. October 5, 1877. <box>22 1063 180 1172</box>
alexandra-spring-races: ALEXANDRA SPRING RACES. This, the opening Meeting of the Season, took place on Friday last the 28th ultimo, and was a fair average success for an up-country Spring meeting. The day being fine and calm, the day's amusement was thoroughly enjoyable for those who put in an appearance, though it was noticed by many that the attendance was not anything like so numerous as in previous years; many reasons were assigned and opinions advanced for this, but whether the true one was hit upon is very questionable. Our opinion is that people are more settled than formerly, and with a large section, the farmers especially in the busy season the game is not worth the candle—there were, however, between two and three hundred on the course, including representatives of nearly every centre within a large radius, and of nearly every class. Mr H. Tobill, of the Criterion Hotel, had charge of the booth, and claimed a fair amount of attention. The utmost good order was kept, not a cross or angry word being heard during the day. The events on the Programme were run in the following order. Mr James Samson acted as Judge, and Mr H. Tobill filled the unenviable position of Starter with satisfaction. MAIDEN PLATE of 10 sovs., weight for age. Mr Hodges Snip, aged, 10st 1lb ... 1 (Goodman) O'Brien's Dan O'Connell 8st 13lb ... 2 Lynch's Eagle Hawk, 6st 13lb ... 3 Smith's Lady Morris, 10st 1lb ... 0 Lady Morris jumped off with the lead, which she maintained for about half a mile, when she appeared completely pumped and at once fell into the rear. Snip who in the mean time was not far off, now took the lead, Eagle Hawk and Dan O'Connell falling into second and third places. This position was maintained to the end, Snip winning by a few lengths. DISTRICT HANDICAP, of 20 sovs. Distance, one mile and a half. Mr M'Kenna's St. Andrew, 8st 4lb (D Cummings) ... 1 Goodman's Rosemary, 7st 2lb ... 2 Beresford's Sir Vincent, 8st 10lb ... 3 (carried 5lbs overweight) Phinn's Madam, 8st ... 0 Goodman's Rose of Denmark 8st 2lb, and Taylor's Harriot 8st 10lb, were also entered, but refused to accept. There was some little feeling over this race, and opinion was divided between the top and bottom weights; the pot, however, if pot there was, boiled over, as neither had a show. A good start was effected, and they were all in a heap for the first quarter of a mile, when daylight began to appear between them till the order in which they came in was taken and maintained till reaching home. Sir Vincent was looked upon as a sure winner, but the load he had was too much. HACK SELLING RACE, of 10 sovs. Distance, three-quarters of a mile heats. No weight under 9st. Mr O'Brien's Dan O'Connell ... 1 1 Smith's Lady Morris ... 2 2 Tobill's Wanaka ... 3 3 Dan O'Connell won both heats right out and just as he liked, and was afterwards sold for £16 15s, Mr Tobill being the purchaser. ALEXANDRA HANDICAP, of 15 sovs. Distance, one mile. Mr M'Kenna's St. Andrew, 9st 8lb (Fraser) ... 1 Beresford's Sir Vincent, 8st 6lb (T. Allen) ... 2 Goodman's Rose of Denmark, 8st 10lb, Goodman's Rosemary 7st 10lb, Phinn's Madam 6st 12lb, and Lynch's Eagle Hawk 6st, were also entered, but failed to accept. Both horses got away well together, and ran neck and neck till within a few yards of home, when in answer to a call he bounded forward and won easily. CONSOLATION of 5 sovs., distance one mile. Mr Goodman's Rosemary, 8st 7lb (T. Allen) ... 1 Phinn's Madam, 7st 7lb ... 2 The Hospital Race of £6 13s, gathered on the course—the rider to receive a first-class whip, fell to "Snip," J. Robertson being the rider. <box>999 38 1109 1282</box>
subscriber-name: Fred Esmes <box>353 743 397 753</box>
bankruptcy-heading: IN BANKRUPTCY. <box>54 854 148 866</box>
subscription-amount: 5 0 0 <box>473 752 493 761</box>
subscriber-name: John Terry <box>353 580 392 590</box>
race-line: Goodman's Rose of Denmark 8st 2lb, and Taylor's Harriot 8st 10lb, were also entered, but refused to accept. <box>999 734 1109 769</box>
news-paragraph: Sir Julius Vogel telegraphs the following as the list of those lost, besides the names already wired:— <box>832 777 994 804</box>
subscriber-name: George Ratcliffe <box>353 631 413 641</box>
royal-arms-emblem <box>68 821 132 853</box>
subscriber-name: Uh Sing Tong <box>353 786 403 796</box>
subscription-amount: 3 3 0 <box>473 581 493 590</box>
subscription-amount: 2 2 0 <box>473 692 493 701</box>
subscriber-name: Mackersey and Hazlett <box>353 648 438 658</box>
fare-row: Lyttelton 2 0 1 10 <box>186 856 348 865</box>
subscriber-name: William Beresford <box>353 640 419 650</box>
editorial-paragraph: We have to acknowledge the receipt of a batch of Parliamentary papers, and a number of Bills, amongst them the Education Bill as passed by the House of Representatives, Land Bill, Educational Reserves Bill, Forestry Bill, and a number of others; also, Nos. of Hansard. <box>498 480 661 541</box>
subscription-amount: 1 10 0 <box>469 787 493 796</box>
subscription-amount: 1 1 0 <box>473 744 493 753</box>
notice-court-days <box>22 36 180 449</box>
